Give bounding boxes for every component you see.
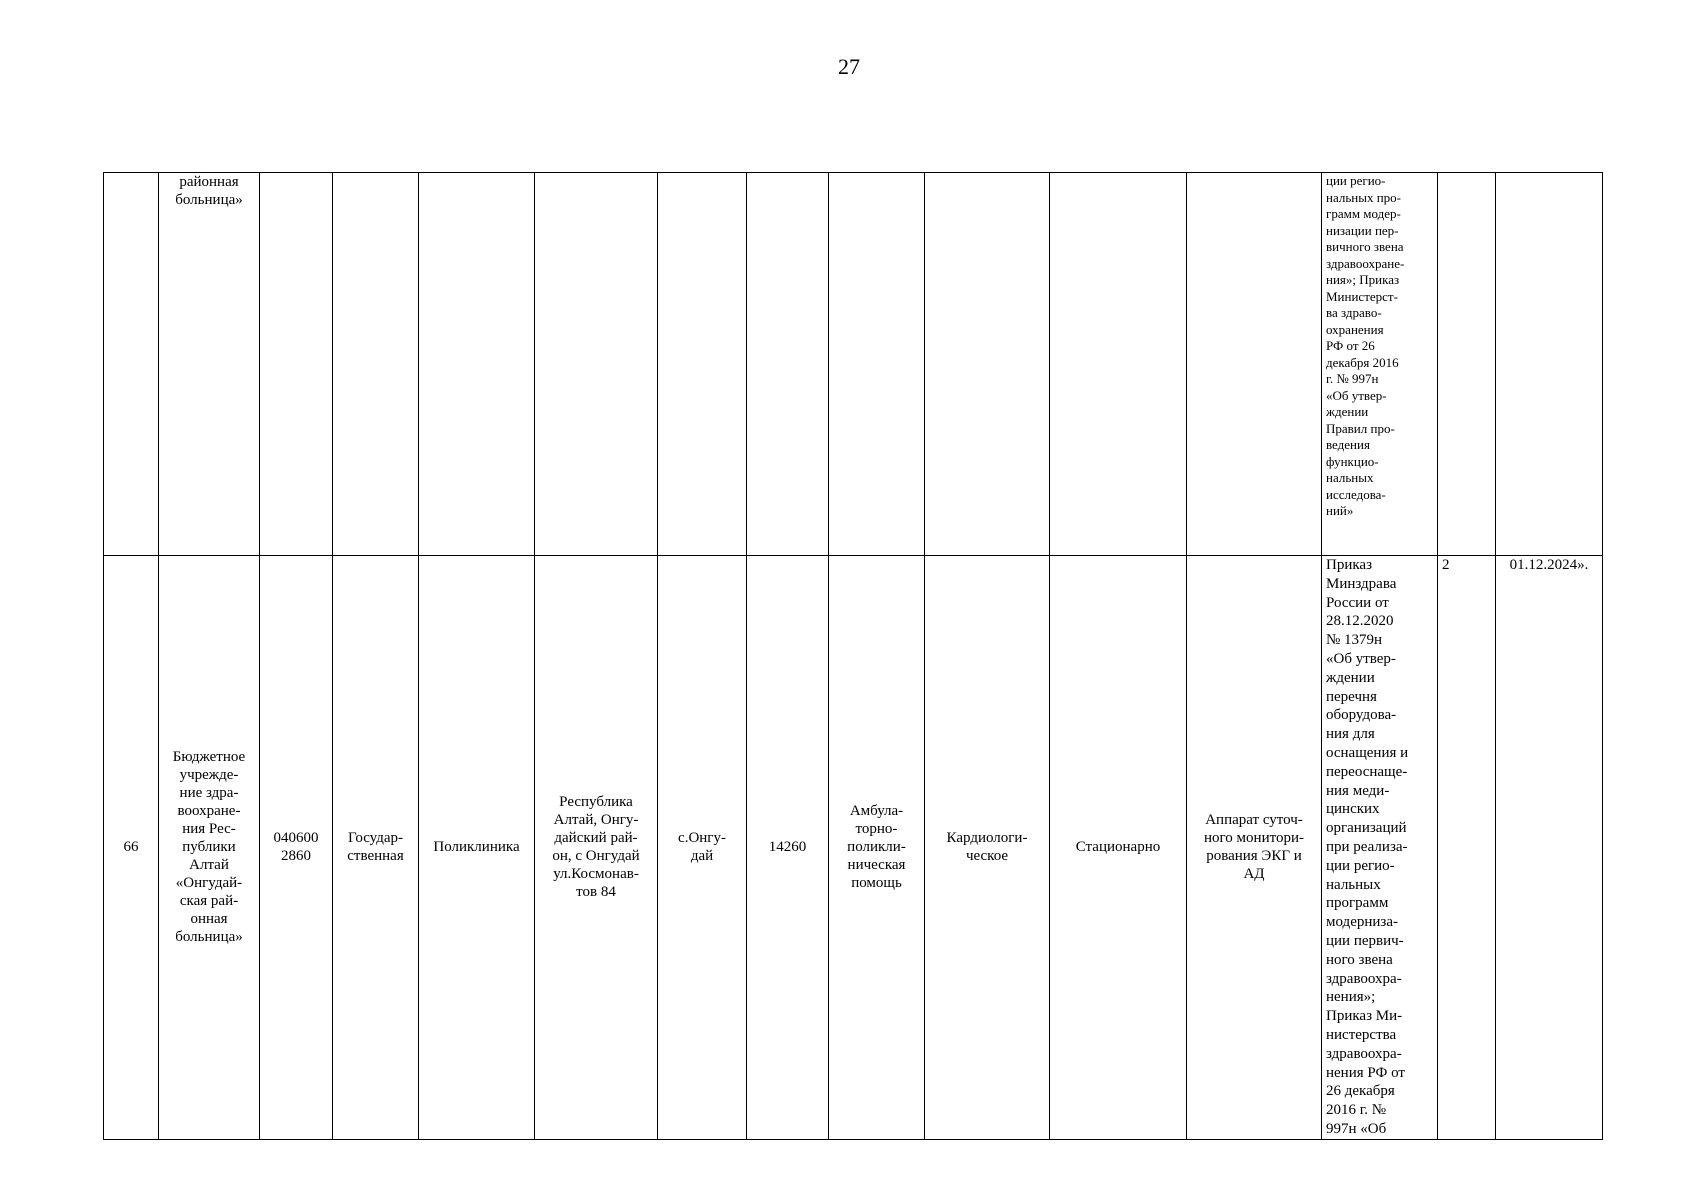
table-row-66: [104, 556, 1603, 1140]
cell-care-conditions: Стационарно: [1050, 556, 1187, 1140]
cell-quantity: [1438, 173, 1496, 556]
cell-organization: районная больница»: [159, 173, 260, 556]
cell-profile: [925, 173, 1050, 556]
cell-code: 040600 2860: [260, 556, 333, 1140]
cell-ownership: Государ- ственная: [333, 556, 419, 1140]
cell-equipment: Аппарат суточ- ного монитори- рования ЭКГ и АД: [1187, 556, 1322, 1140]
cell-address: Республика Алтай, Онгу- дайский рай- он, с Онгудай ул.Космонав- тов 84: [535, 556, 658, 1140]
cell-profile: Кардиологи- ческое: [925, 556, 1050, 1140]
cell-number: [104, 173, 159, 556]
cell-date: 01.12.2024».: [1496, 556, 1603, 1140]
cell-care-type: Амбула- торно- поликли- ническая помощь: [829, 556, 925, 1140]
cell-settlement: с.Онгу- дай: [658, 556, 747, 1140]
cell-equipment: [1187, 173, 1322, 556]
cell-number: 66: [104, 556, 159, 1140]
cell-quantity: 2: [1438, 556, 1496, 1140]
cell-ownership: [333, 173, 419, 556]
cell-settlement: [658, 173, 747, 556]
cell-unit-type: Поликлиника: [419, 556, 535, 1140]
table-row-continuation: [104, 173, 1603, 556]
cell-care-type: [829, 173, 925, 556]
cell-legal-basis: Приказ Минздрава России от 28.12.2020 № 1379н «Об утвер- ждении перечня оборудова- ния для оснащения и переоснаще- ния меди- цинских организаций при реализа- ции регио- нальных программ модерниза- ции первич- ного звена здравоохра- нения»; Приказ Ми- нистерства здравоохра- нения РФ от 26 декабря 2016 г. № 997н «Об: [1322, 556, 1438, 1140]
cell-address: [535, 173, 658, 556]
cell-unit-type: [419, 173, 535, 556]
equipment-table: [103, 172, 1603, 1140]
cell-care-conditions: [1050, 173, 1187, 556]
cell-code: [260, 173, 333, 556]
page-number: 27: [838, 54, 860, 79]
cell-date: [1496, 173, 1603, 556]
cell-population: 14260: [747, 556, 829, 1140]
cell-population: [747, 173, 829, 556]
cell-organization: Бюджетное учрежде- ние здра- воохране- ния Рес- публики Алтай «Онгудай- ская рай- онная больница»: [159, 556, 260, 1140]
cell-legal-basis: ции регио- нальных про- грамм модер- низации пер- вичного звена здравоохране- ния»; Приказ Министерст- ва здраво- охранения РФ от 26 декабря 2016 г. № 997н «Об утвер- ждении Правил про- ведения функцио- нальных исследова- ний»: [1322, 173, 1438, 556]
